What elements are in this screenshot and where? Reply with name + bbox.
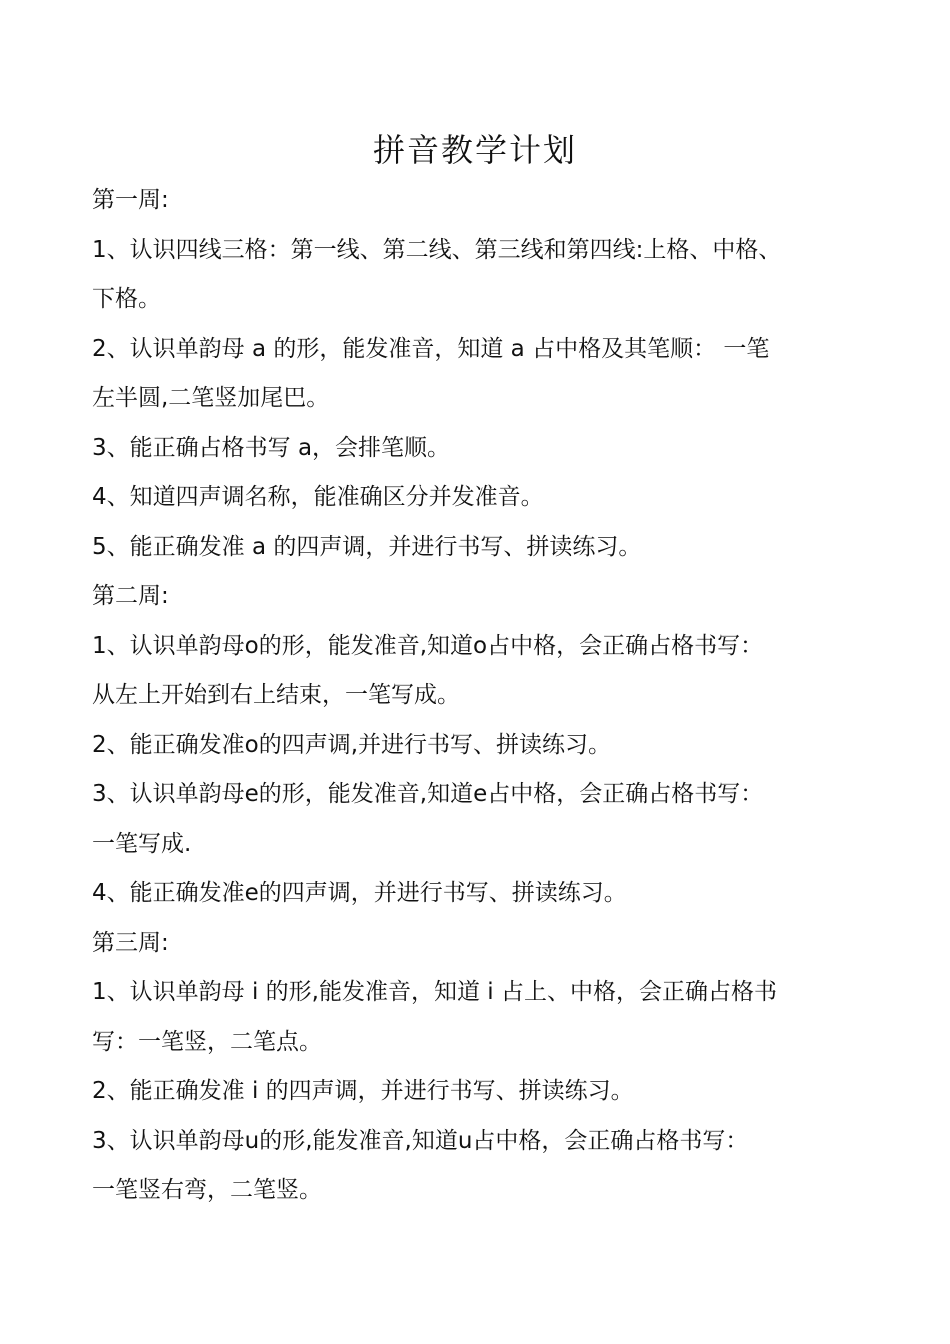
- paragraph-line: 3、认识单韵母e的形，能发准音,知道e占中格，会正确占格书写：: [92, 781, 764, 807]
- paragraph-line: 1、认识四线三格：第一线、第二线、第三线和第四线:上格、中格、: [92, 236, 782, 263]
- document-body: [92, 176, 867, 1216]
- paragraph-line: 5、能正确发准 a 的四声调，并进行书写、拼读练习。: [92, 533, 642, 560]
- week-2-heading: 第二周:: [92, 583, 169, 609]
- paragraph-line: 一笔竖右弯，二笔竖。: [92, 1177, 322, 1203]
- paragraph-line: 写：一笔竖，二笔点。: [92, 1028, 322, 1055]
- paragraph-line: 3、能正确占格书写 a，会排笔顺。: [92, 434, 451, 461]
- paragraph-line: 2、认识单韵母 a 的形，能发准音，知道 a 占中格及其笔顺： 一笔: [92, 335, 770, 362]
- paragraph-line: 1、认识单韵母o的形，能发准音,知道o占中格，会正确占格书写：: [92, 632, 764, 659]
- paragraph-line: 从左上开始到右上结束，一笔写成。: [92, 682, 460, 708]
- paragraph-line: 2、能正确发准 i 的四声调，并进行书写、拼读练习。: [92, 1078, 634, 1104]
- paragraph-line: 1、认识单韵母 i 的形,能发准音，知道 i 占上、中格，会正确占格书: [92, 979, 777, 1005]
- document-title: 拼音教学计划: [372, 131, 577, 169]
- paragraph-line: 一笔写成.: [92, 830, 192, 857]
- week-3-heading: 第三周:: [92, 929, 169, 956]
- paragraph-line: 左半圆,二笔竖加尾巴。: [92, 385, 330, 411]
- paragraph-line: 下格。: [92, 286, 161, 312]
- paragraph-line: 2、能正确发准o的四声调,并进行书写、拼读练习。: [92, 731, 612, 758]
- week-1-heading: 第一周:: [92, 187, 169, 213]
- paragraph-line: 4、知道四声调名称，能准确区分并发准音。: [92, 484, 544, 510]
- paragraph-line: 3、认识单韵母u的形,能发准音,知道u占中格，会正确占格书写：: [92, 1127, 749, 1154]
- paragraph-line: 4、能正确发准e的四声调，并进行书写、拼读练习。: [92, 880, 627, 906]
